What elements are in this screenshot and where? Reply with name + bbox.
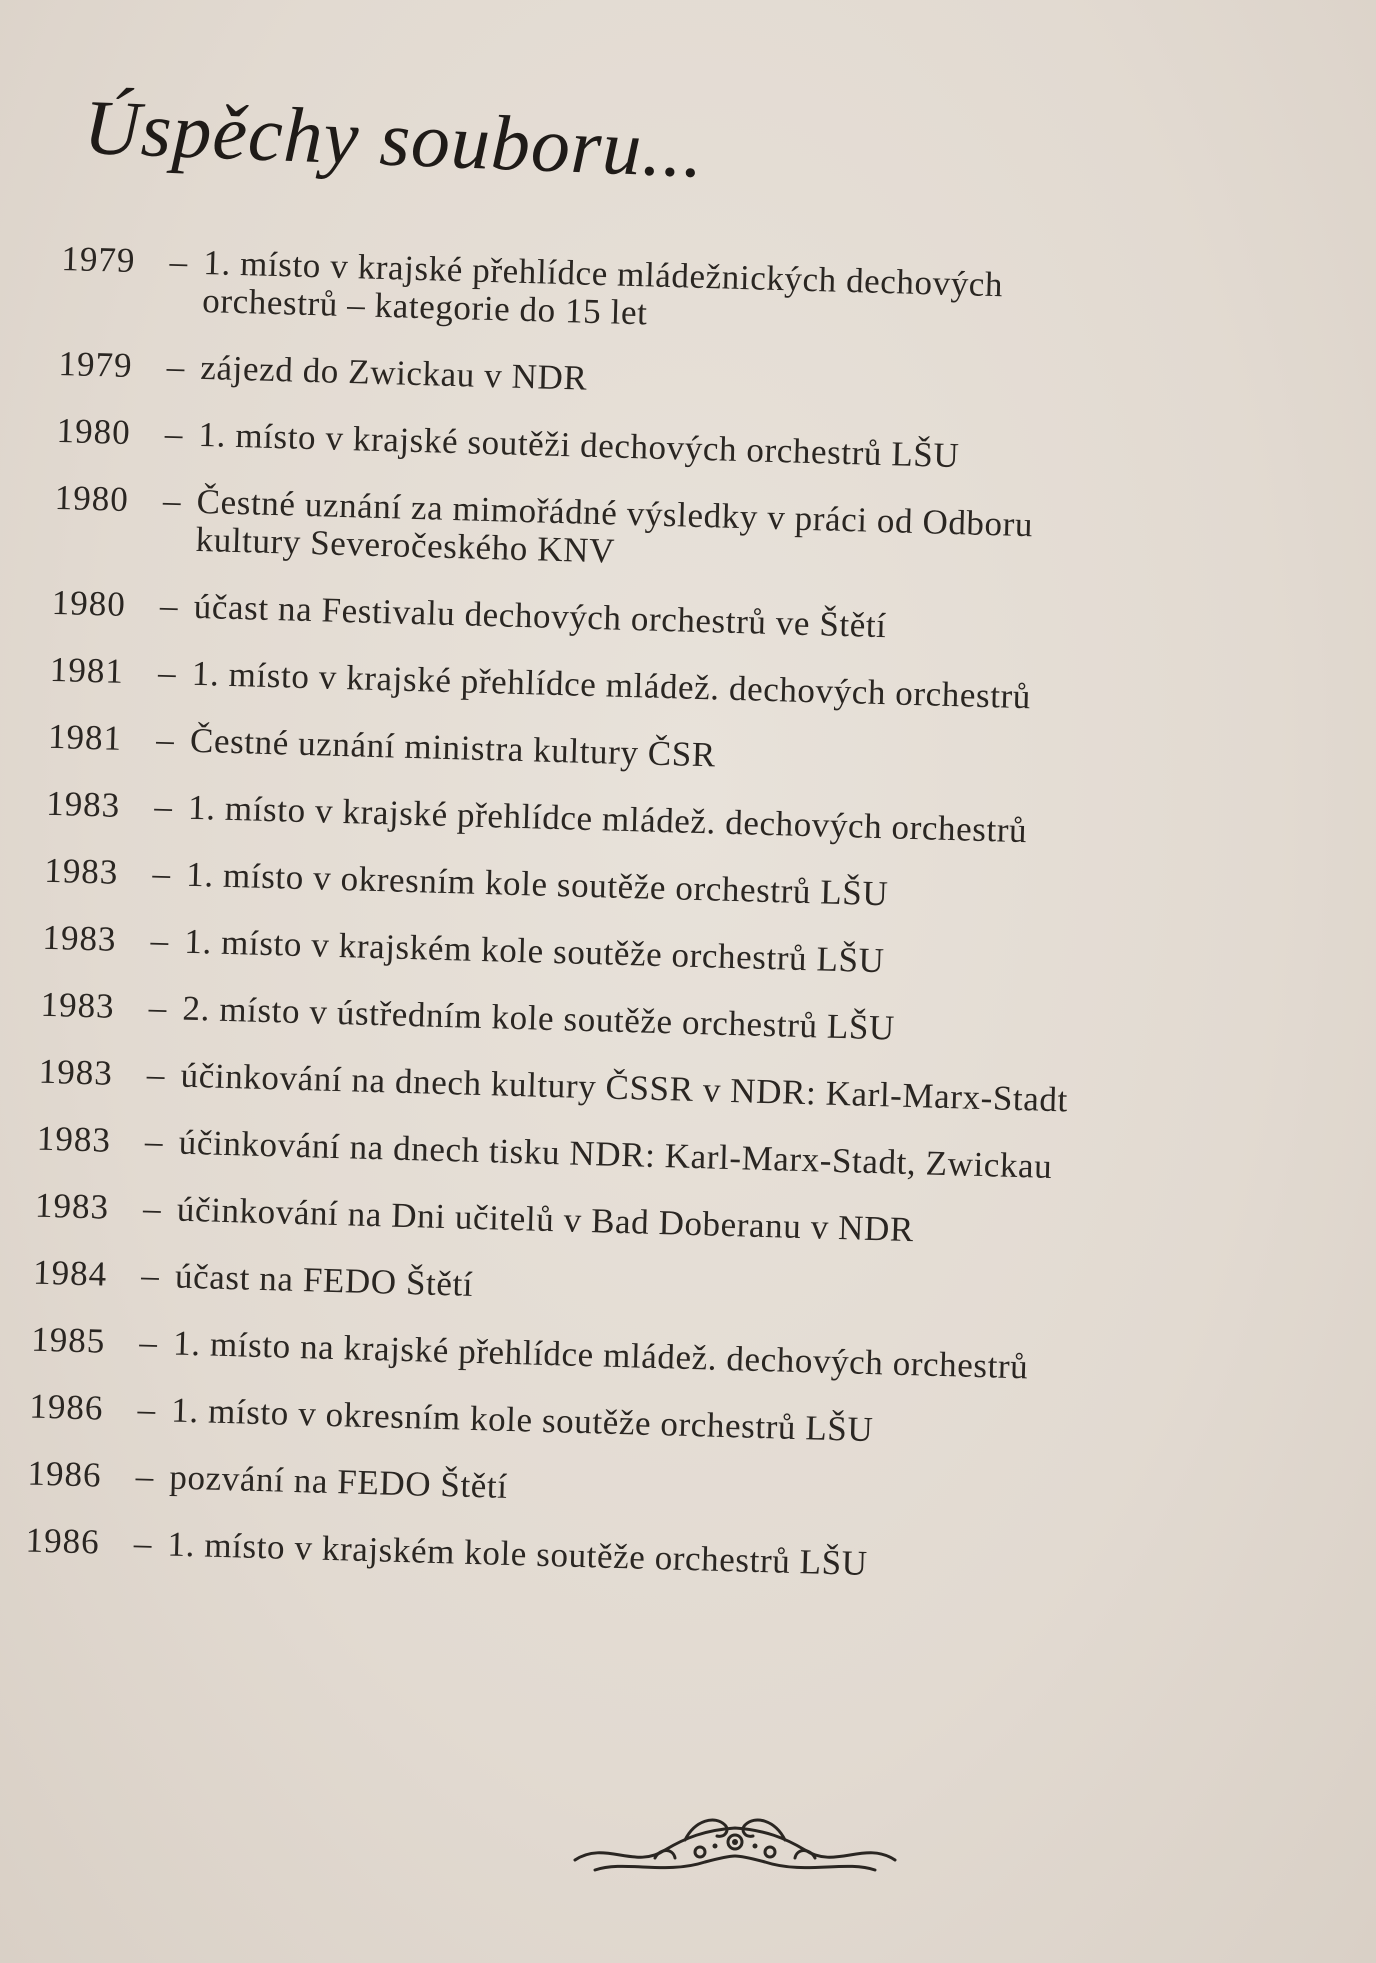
entry-text: účinkování na dnech tisku NDR: Karl-Marx-Stadt, Zwickau [178,1122,1053,1187]
list-item [44,852,1325,926]
entry-text: účinkování na Dni učitelů v Bad Doberanu v NDR [176,1189,915,1250]
list-item [58,345,1339,419]
entry-dash: – [138,1322,158,1363]
entry-text: účast na Festivalu dechových orchestrů ve Štětí [193,586,888,646]
entry-text: účinkování na dnech kultury ČSSR v NDR: Karl-Marx-Stadt [180,1055,1069,1120]
entry-text: 1. místo v krajské přehlídce mládež. dechových orchestrů [187,787,1028,851]
entry-text: 1. místo v krajské přehlídce mládež. dechových orchestrů [191,653,1032,717]
entry-text: zájezd do Zwickau v NDR [199,347,588,398]
entry-year: 1986 [25,1520,101,1562]
entry-text: 1. místo v krajské soutěži dechových orchestrů LŠU [198,414,960,476]
entry-year: 1979 [58,343,134,386]
list-item [34,1187,1315,1261]
entry-text: Čestné uznání ministra kultury ČSR [189,720,717,775]
entry-year: 1983 [41,917,118,959]
entry-dash: – [162,480,182,521]
entry-dash: – [155,719,175,760]
entry-dash: – [153,786,173,827]
list-item [36,1120,1317,1194]
entry-dash: – [148,987,167,1028]
entry-dash: – [157,652,177,693]
entry-year: 1986 [28,1386,104,1428]
entry-year: 1984 [32,1252,108,1294]
entry-text: 1. místo v krajském kole soutěže orchestrů LŠU [167,1524,869,1584]
entry-text: 1. místo na krajské přehlídce mládež. dechových orchestrů [172,1323,1029,1387]
entry-dash: – [146,1054,166,1095]
entry-year: 1980 [56,410,132,452]
list-item [31,1321,1312,1395]
entry-dash: – [135,1456,154,1497]
entry-year: 1986 [27,1453,103,1495]
entry-text: 1. místo v krajském kole soutěže orchestrů LŠU [183,921,885,981]
list-item [53,479,1335,591]
entry-text: 1. místo v okresním kole soutěže orchestrů LŠU [185,854,889,914]
list-item [48,718,1329,792]
entry-dash: – [133,1523,152,1563]
list-item [27,1455,1308,1529]
entry-year: 1979 [60,239,136,281]
entry-dash: – [166,346,185,387]
entry-text: Čestné uznání za mimořádné výsledky v práci od Odboru kultury Severočeského KNV [195,481,1034,571]
entry-year: 1980 [54,477,130,519]
entry-text: 2. místo v ústředním kole soutěže orchestrů LŠU [182,988,896,1048]
list-item [40,986,1321,1060]
entry-dash: – [159,585,179,626]
entry-year: 1981 [49,649,125,691]
entry-dash: – [169,242,188,282]
entry-dash: – [144,1121,164,1162]
page-title: Úspěchy souboru... [82,83,706,194]
list-item [33,1254,1314,1328]
entry-text: pozvání na FEDO Štětí [168,1457,509,1506]
entry-year: 1983 [43,850,119,892]
entry-dash: – [150,920,169,961]
entry-text: účast na FEDO Štětí [174,1256,474,1304]
entry-dash: – [152,853,171,894]
list-item [60,240,1342,352]
entry-year: 1985 [30,1319,106,1361]
entry-year: 1983 [36,1118,112,1160]
entry-year: 1983 [40,984,116,1026]
entry-year: 1983 [45,783,121,825]
entry-dash: – [137,1389,156,1430]
entry-year: 1981 [47,716,123,758]
list-item [51,584,1332,658]
entry-text: 1. místo v okresním kole soutěže orchestrů LŠU [170,1390,874,1450]
entry-text: 1. místo v krajské přehlídce mládežnických dechových orchestrů – kategorie do 15 let [201,242,1004,333]
list-item [56,412,1337,486]
list-item [29,1388,1310,1462]
entry-dash: – [140,1255,160,1296]
entry-year: 1980 [51,582,127,624]
list-item [25,1522,1306,1596]
scroll-ornament-icon [565,1800,905,1890]
entry-dash: – [164,413,183,454]
achievements-list [24,240,1341,1624]
list-item [49,651,1330,725]
list-item [42,919,1323,993]
entry-year: 1983 [34,1185,110,1227]
entry-dash: – [142,1188,162,1229]
list-item [38,1053,1319,1127]
list-item [46,785,1327,859]
entry-year: 1983 [38,1051,114,1093]
